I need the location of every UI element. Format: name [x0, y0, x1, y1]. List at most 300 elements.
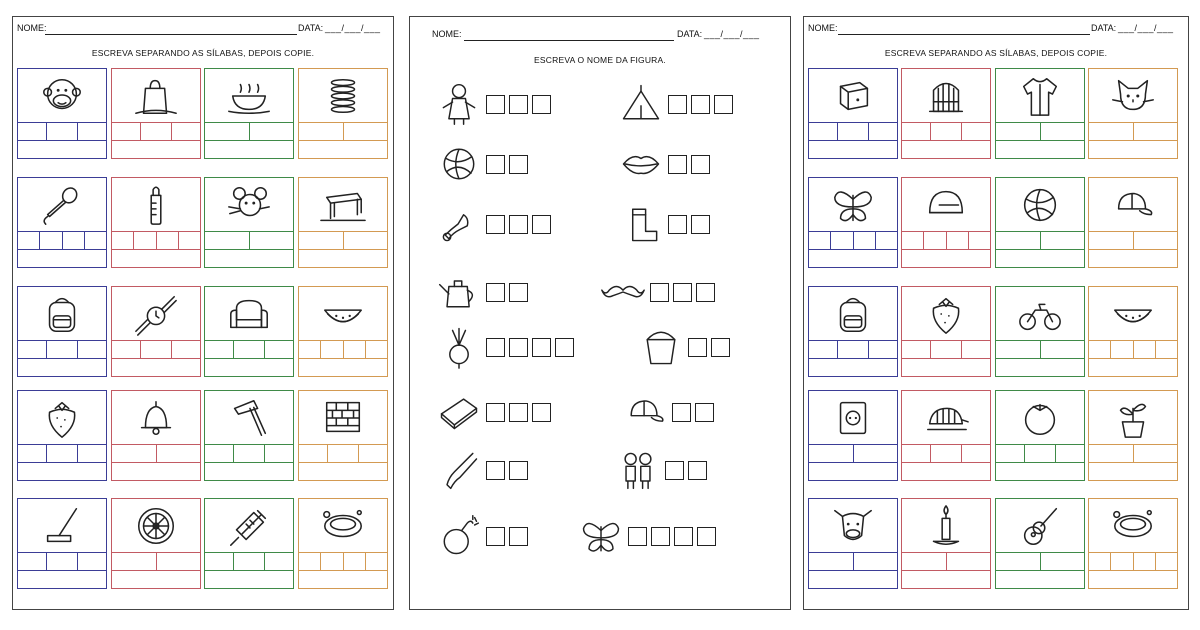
cap-icon	[1108, 182, 1158, 228]
letter-boxes	[688, 338, 730, 357]
syllable-slot[interactable]	[995, 232, 1041, 249]
syllable-slot[interactable]	[995, 341, 1041, 358]
syllable-slot[interactable]	[344, 123, 389, 140]
bag-icon	[131, 73, 181, 119]
syllable-slot[interactable]	[1134, 553, 1157, 570]
watermelon-icon	[318, 291, 368, 337]
syllable-slot[interactable]	[366, 553, 388, 570]
syllable-slot[interactable]	[265, 445, 294, 462]
syllable-slot[interactable]	[250, 232, 295, 249]
syllable-slot[interactable]	[1088, 445, 1134, 462]
syllable-row	[298, 231, 388, 250]
syllable-slot[interactable]	[1134, 341, 1157, 358]
letter-box[interactable]	[532, 215, 551, 234]
picture	[299, 287, 387, 340]
letter-boxes	[628, 527, 716, 546]
syllable-row	[995, 552, 1085, 571]
letter-box[interactable]	[486, 338, 505, 357]
letter-boxes	[486, 403, 551, 422]
syllable-slot[interactable]	[157, 553, 202, 570]
syllable-slot[interactable]	[995, 553, 1041, 570]
syllable-slot[interactable]	[17, 341, 47, 358]
picture	[112, 287, 200, 340]
letter-box[interactable]	[695, 403, 714, 422]
syllable-slot[interactable]	[808, 232, 831, 249]
syllable-slot[interactable]	[1088, 232, 1134, 249]
syllable-slot[interactable]	[204, 553, 234, 570]
syllable-slot[interactable]	[962, 123, 991, 140]
letter-box[interactable]	[668, 155, 687, 174]
word-cell	[111, 286, 201, 377]
syllable-slot[interactable]	[1134, 123, 1179, 140]
syllable-slot[interactable]	[111, 232, 134, 249]
syllable-row	[111, 122, 201, 141]
syllable-slot[interactable]	[204, 445, 234, 462]
word-cell	[298, 177, 388, 268]
plant-pot-icon	[1108, 395, 1158, 441]
syllable-row	[17, 231, 107, 250]
letter-boxes	[668, 155, 710, 174]
letter-boxes	[486, 215, 551, 234]
picture	[299, 499, 387, 552]
syllable-slot[interactable]	[854, 445, 899, 462]
picture	[1089, 178, 1177, 231]
syllable-row	[111, 231, 201, 250]
name-line[interactable]	[464, 40, 674, 41]
syllable-slot[interactable]	[808, 341, 838, 358]
syllable-slot[interactable]	[234, 341, 264, 358]
syllable-slot[interactable]	[298, 553, 321, 570]
syllable-slot[interactable]	[869, 341, 898, 358]
picture	[996, 69, 1084, 122]
syllable-slot[interactable]	[47, 553, 77, 570]
cow-icon	[828, 503, 878, 549]
strawberry-icon	[921, 291, 971, 337]
word-cell	[808, 286, 898, 377]
syllable-slot[interactable]	[947, 232, 970, 249]
figure-item	[600, 268, 715, 316]
boot-icon	[618, 200, 664, 248]
letter-box[interactable]	[688, 338, 707, 357]
helmet-icon	[921, 182, 971, 228]
syllable-slot[interactable]	[1088, 341, 1111, 358]
syllable-row	[995, 231, 1085, 250]
syllable-slot[interactable]	[931, 123, 961, 140]
picture	[1089, 499, 1177, 552]
letter-box[interactable]	[486, 155, 505, 174]
syllable-slot[interactable]	[111, 341, 141, 358]
syllable-slot[interactable]	[366, 341, 388, 358]
syllable-row	[17, 340, 107, 359]
syllable-slot[interactable]	[901, 341, 931, 358]
date-label: DATA:	[298, 23, 324, 33]
letter-boxes	[486, 283, 528, 302]
letter-boxes	[668, 95, 733, 114]
figure-item	[615, 446, 707, 494]
syllable-slot[interactable]	[321, 341, 344, 358]
syllable-slot[interactable]	[1088, 553, 1111, 570]
letter-box[interactable]	[688, 461, 707, 480]
syllable-slot[interactable]	[947, 553, 992, 570]
syllable-slot[interactable]	[204, 341, 234, 358]
syllable-row	[298, 552, 388, 571]
syllable-slot[interactable]	[250, 123, 295, 140]
syllable-row	[204, 231, 294, 250]
syllable-slot[interactable]	[321, 553, 344, 570]
letter-box[interactable]	[696, 283, 715, 302]
drawer-icon	[828, 73, 878, 119]
picture	[112, 69, 200, 122]
syllable-slot[interactable]	[838, 123, 868, 140]
syllable-row	[17, 552, 107, 571]
syllable-slot[interactable]	[931, 341, 961, 358]
syllable-slot[interactable]	[141, 123, 171, 140]
letter-box[interactable]	[691, 155, 710, 174]
syllable-slot[interactable]	[1134, 445, 1179, 462]
word-cell	[995, 390, 1085, 481]
syllable-row	[204, 122, 294, 141]
syllable-slot[interactable]	[1134, 232, 1179, 249]
syllable-slot[interactable]	[298, 123, 344, 140]
picture	[299, 69, 387, 122]
letter-box[interactable]	[486, 95, 505, 114]
picture	[902, 287, 990, 340]
syllable-slot[interactable]	[17, 232, 40, 249]
header	[804, 23, 1188, 37]
syllable-slot[interactable]	[234, 553, 264, 570]
date-slots[interactable]: ___/___/___	[325, 23, 381, 33]
word-cell	[808, 498, 898, 589]
strawberry-icon	[37, 395, 87, 441]
word-cell	[204, 177, 294, 268]
syllable-slot[interactable]	[78, 553, 107, 570]
word-cell	[1088, 177, 1178, 268]
syllable-slot[interactable]	[157, 232, 180, 249]
syllable-slot[interactable]	[234, 445, 264, 462]
header	[13, 23, 393, 37]
word-cell	[1088, 68, 1178, 159]
syllable-slot[interactable]	[808, 123, 838, 140]
picture	[902, 499, 990, 552]
syllable-slot[interactable]	[1056, 445, 1085, 462]
syllable-slot[interactable]	[1041, 341, 1086, 358]
letter-boxes	[650, 283, 715, 302]
syllable-slot[interactable]	[831, 232, 854, 249]
guitar-icon	[1015, 503, 1065, 549]
beet-icon	[436, 323, 482, 371]
name-line[interactable]	[45, 34, 297, 35]
letter-box[interactable]	[509, 95, 528, 114]
letter-boxes	[672, 403, 714, 422]
syllable-slot[interactable]	[901, 445, 931, 462]
word-cell	[204, 286, 294, 377]
word-cell	[995, 68, 1085, 159]
picture	[205, 287, 293, 340]
right-worksheet	[803, 16, 1189, 610]
syllable-slot[interactable]	[17, 123, 47, 140]
syllable-slot[interactable]	[172, 123, 201, 140]
syllable-slot[interactable]	[40, 232, 63, 249]
letter-box[interactable]	[509, 155, 528, 174]
syllable-slot[interactable]	[111, 123, 141, 140]
syllable-slot[interactable]	[359, 445, 388, 462]
syllable-slot[interactable]	[924, 232, 947, 249]
syllable-slot[interactable]	[1041, 553, 1086, 570]
syllable-slot[interactable]	[179, 232, 201, 249]
letter-box[interactable]	[509, 461, 528, 480]
letter-box[interactable]	[509, 527, 528, 546]
syllable-slot[interactable]	[47, 445, 77, 462]
hammer-icon	[224, 395, 274, 441]
syllable-slot[interactable]	[962, 445, 991, 462]
syllable-row	[1088, 340, 1178, 359]
squeegee-icon	[37, 503, 87, 549]
watermelon-icon	[1108, 291, 1158, 337]
syllable-slot[interactable]	[876, 232, 898, 249]
letter-box[interactable]	[509, 215, 528, 234]
armadillo-icon	[921, 395, 971, 441]
letter-box[interactable]	[697, 527, 716, 546]
syllable-slot[interactable]	[328, 445, 358, 462]
picture	[902, 69, 990, 122]
syllable-row	[995, 340, 1085, 359]
picture	[18, 287, 106, 340]
syllable-slot[interactable]	[1111, 553, 1134, 570]
syllable-slot[interactable]	[344, 232, 389, 249]
word-cell	[298, 498, 388, 589]
syllable-slot[interactable]	[85, 232, 107, 249]
letter-box[interactable]	[509, 403, 528, 422]
syllable-slot[interactable]	[1041, 232, 1086, 249]
syllable-slot[interactable]	[204, 123, 250, 140]
syllable-row	[204, 340, 294, 359]
syllable-row	[901, 552, 991, 571]
syllable-slot[interactable]	[78, 341, 107, 358]
syllable-slot[interactable]	[1088, 123, 1134, 140]
syllable-slot[interactable]	[47, 341, 77, 358]
picture	[996, 178, 1084, 231]
letter-boxes	[486, 461, 528, 480]
letter-box[interactable]	[665, 461, 684, 480]
picture	[205, 499, 293, 552]
syllable-row	[298, 122, 388, 141]
syllable-row	[204, 552, 294, 571]
syllable-row	[808, 231, 898, 250]
syllable-slot[interactable]	[111, 553, 157, 570]
syllable-row	[17, 444, 107, 463]
word-cell	[111, 177, 201, 268]
syllable-slot[interactable]	[298, 445, 328, 462]
letter-box[interactable]	[691, 215, 710, 234]
syllable-slot[interactable]	[1111, 341, 1134, 358]
bomb-icon	[436, 512, 482, 560]
instruction: ESCREVA SEPARANDO AS SÍLABAS, DEPOIS COPIE.	[91, 48, 315, 58]
name-label: NOME:	[432, 29, 462, 39]
syllable-slot[interactable]	[808, 553, 854, 570]
syllable-slot[interactable]	[931, 445, 961, 462]
date-slots[interactable]: ___/___/___	[1118, 23, 1174, 33]
syllable-slot[interactable]	[63, 232, 86, 249]
backpack-icon	[37, 291, 87, 337]
figure-item	[618, 140, 710, 188]
syllable-slot[interactable]	[962, 341, 991, 358]
armchair-icon	[224, 291, 274, 337]
word-cell	[17, 498, 107, 589]
letter-box[interactable]	[668, 95, 687, 114]
letter-box[interactable]	[668, 215, 687, 234]
letter-box[interactable]	[651, 527, 670, 546]
date-label: DATA:	[677, 29, 703, 39]
date-slots[interactable]: ___/___/___	[704, 29, 760, 39]
letter-boxes	[665, 461, 707, 480]
syllable-slot[interactable]	[204, 232, 250, 249]
word-cell	[298, 390, 388, 481]
doll-icon	[436, 80, 482, 128]
syllable-slot[interactable]	[995, 123, 1041, 140]
syllable-slot[interactable]	[141, 341, 171, 358]
tent-icon	[618, 80, 664, 128]
soup-bowl-icon	[224, 73, 274, 119]
butterfly-icon	[828, 182, 878, 228]
syllable-slot[interactable]	[47, 123, 77, 140]
letter-box[interactable]	[673, 283, 692, 302]
word-cell	[17, 286, 107, 377]
syllable-slot[interactable]	[78, 445, 107, 462]
syllable-slot[interactable]	[1156, 341, 1178, 358]
letter-boxes	[486, 527, 528, 546]
letter-box[interactable]	[532, 403, 551, 422]
syllable-slot[interactable]	[838, 341, 868, 358]
picture	[809, 178, 897, 231]
syllable-row	[995, 444, 1085, 463]
letter-box[interactable]	[509, 283, 528, 302]
letter-box[interactable]	[486, 215, 505, 234]
letter-box[interactable]	[711, 338, 730, 357]
letter-box[interactable]	[672, 403, 691, 422]
syllable-row	[1088, 444, 1178, 463]
figure-item	[618, 200, 710, 248]
figure-item	[618, 80, 733, 128]
letter-box[interactable]	[486, 403, 505, 422]
letter-box[interactable]	[714, 95, 733, 114]
syllable-row	[111, 340, 201, 359]
letter-boxes	[668, 215, 710, 234]
syllable-row	[111, 444, 201, 463]
microphone-icon	[37, 182, 87, 228]
bell-icon	[131, 395, 181, 441]
syllable-slot[interactable]	[344, 553, 367, 570]
name-line[interactable]	[838, 34, 1090, 35]
picture	[205, 391, 293, 444]
syllable-slot[interactable]	[134, 232, 157, 249]
figure-item	[436, 323, 574, 371]
syllable-slot[interactable]	[111, 445, 157, 462]
letter-box[interactable]	[486, 461, 505, 480]
letter-boxes	[486, 338, 574, 357]
picture	[112, 499, 200, 552]
word-cell	[111, 390, 201, 481]
syllable-row	[901, 340, 991, 359]
bucket-icon	[638, 323, 684, 371]
syllable-slot[interactable]	[157, 445, 202, 462]
syllable-row	[298, 340, 388, 359]
letter-box[interactable]	[532, 338, 551, 357]
syllable-slot[interactable]	[854, 553, 899, 570]
mustache-icon	[600, 268, 646, 316]
letter-box[interactable]	[674, 527, 693, 546]
ball-icon	[436, 140, 482, 188]
letter-box[interactable]	[486, 283, 505, 302]
letter-box[interactable]	[486, 527, 505, 546]
word-cell	[808, 390, 898, 481]
watch-icon	[131, 291, 181, 337]
word-cell	[204, 68, 294, 159]
soap-icon	[1108, 503, 1158, 549]
syllable-slot[interactable]	[1041, 123, 1086, 140]
syllable-slot[interactable]	[298, 341, 321, 358]
syllable-slot[interactable]	[265, 553, 294, 570]
syllable-slot[interactable]	[1025, 445, 1055, 462]
butterfly-icon	[578, 512, 624, 560]
picture	[112, 178, 200, 231]
picture	[112, 391, 200, 444]
syllable-slot[interactable]	[298, 232, 344, 249]
word-cell	[17, 177, 107, 268]
syllable-slot[interactable]	[901, 232, 924, 249]
birdcage-icon	[921, 73, 971, 119]
picture	[1089, 69, 1177, 122]
syllable-slot[interactable]	[901, 123, 931, 140]
motorcycle-icon	[1015, 291, 1065, 337]
syllable-slot[interactable]	[808, 445, 854, 462]
letter-box[interactable]	[691, 95, 710, 114]
word-cell	[901, 68, 991, 159]
mouse-icon	[224, 182, 274, 228]
word-cell	[1088, 498, 1178, 589]
syllable-slot[interactable]	[17, 553, 47, 570]
cap-icon	[622, 388, 668, 436]
syllable-slot[interactable]	[172, 341, 201, 358]
syllable-slot[interactable]	[1156, 553, 1178, 570]
word-cell	[17, 390, 107, 481]
eraser-icon	[436, 388, 482, 436]
letter-box[interactable]	[628, 527, 647, 546]
syllable-slot[interactable]	[344, 341, 367, 358]
syllable-row	[808, 552, 898, 571]
letter-box[interactable]	[555, 338, 574, 357]
letter-boxes	[486, 155, 528, 174]
letter-box[interactable]	[650, 283, 669, 302]
syllable-slot[interactable]	[969, 232, 991, 249]
picture	[809, 69, 897, 122]
syllable-slot[interactable]	[869, 123, 898, 140]
syllable-row	[111, 552, 201, 571]
syllable-slot[interactable]	[901, 553, 947, 570]
picture	[18, 178, 106, 231]
letter-box[interactable]	[509, 338, 528, 357]
syllable-row	[1088, 231, 1178, 250]
table-icon	[318, 182, 368, 228]
syllable-slot[interactable]	[265, 341, 294, 358]
syllable-slot[interactable]	[17, 445, 47, 462]
syllable-row	[808, 122, 898, 141]
letter-box[interactable]	[532, 95, 551, 114]
syllable-slot[interactable]	[995, 445, 1025, 462]
syllable-slot[interactable]	[854, 232, 877, 249]
syllable-slot[interactable]	[78, 123, 107, 140]
word-cell	[1088, 390, 1178, 481]
baby-bottle-icon	[131, 182, 181, 228]
